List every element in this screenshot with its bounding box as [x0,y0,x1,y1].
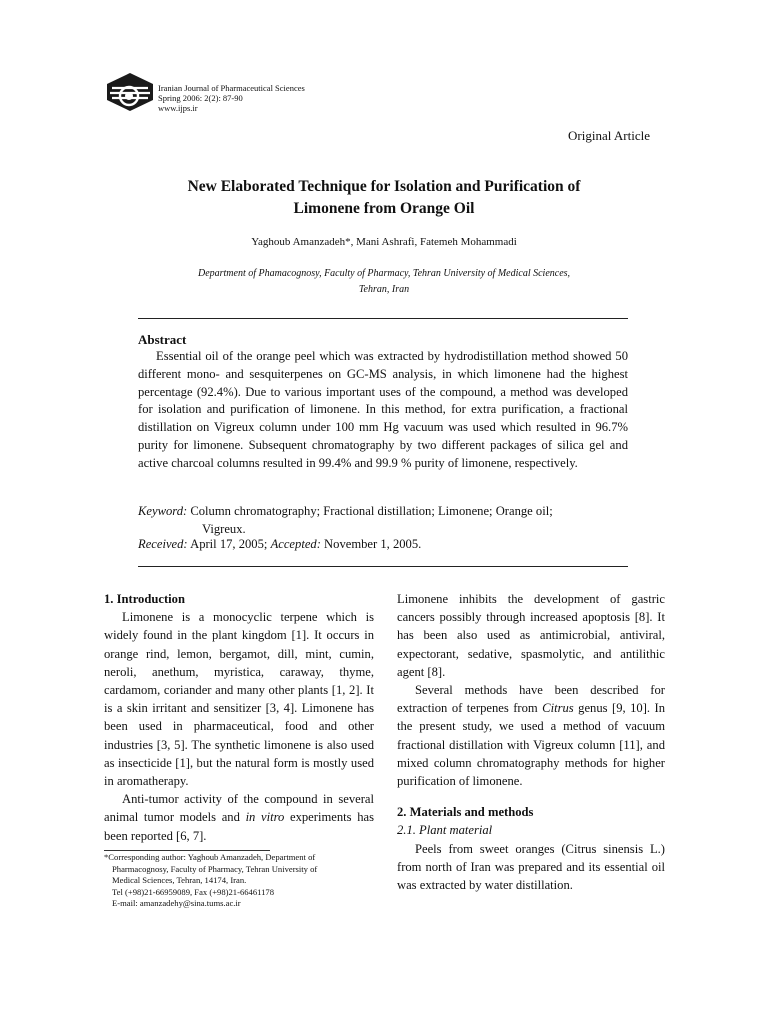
intro-paragraph-2: Anti-tumor activity of the compound in several animal tumor models and in vitro experiments has been reported [6, 7]. [104,792,374,843]
dates: Received: April 17, 2005; Accepted: November 1, 2005. [138,537,422,551]
journal-name: Iranian Journal of Pharmaceutical Sciences [158,83,305,93]
journal-url: www.ijps.ir [158,103,198,113]
abstract-text: Essential oil of the orange peel which was extracted by hydrodistillation method showed 50 different mono- and sesquiterpenes on GC-MS analysis, in which limonene had the highest percentage (92.4%). Due to various important uses of the compound, a method was developed for isolation and purification of limonene. In this method, for extra purification, a fractional distillation on Vigreux column under 100 mm Hg vacuum was used which resulted in 96.7% purity for limonene. Subsequent chromatography by two different packages of silica gel and active charcoal columns resulted in 99.4% and 99.9 % purity of limonene, respectively. [138,349,628,470]
keywords: Keyword: Column chromatography; Fractional distillation; Limonene; Orange oil; Vigreux. [138,504,553,536]
top-divider [138,318,628,319]
methods-paragraph-1: Peels from sweet oranges (Citrus sinensis L.) from north of Iran was prepared and its essential oil was extracted by water distillation. [397,841,665,893]
intro-paragraph-1: Limonene is a monocyclic terpene which is widely found in the plant kingdom [1]. It occurs in orange rind, lemon, bergamot, dill, mint, cumin, neroli, anethum, myristica, caraway, thyme, cardamom, coriander and many other plants [1, 2]. It is a skin irritant and sensitizer [3, 4]. Limonene has been used in pharmaceutical, food and other industries [3, 5]. The synthetic limonene is also used as insecticide [1], but the natural form is mostly used in aromatherapy. [104,610,374,789]
paper-title: New Elaborated Technique for Isolation and Purification of Limonene from Orange Oil [187,178,581,217]
left-column [104,590,374,845]
article-type: Original Article [568,128,650,143]
abstract-heading: Abstract [138,332,187,347]
affiliation: Department of Phamacognosy, Faculty of Pharmacy, Tehran University of Medical Sciences, Tehran, Iran [197,268,571,295]
intro-paragraph-4: Several methods have been described for extraction of terpenes from Citrus genus [9, 10]. In the present study, we used a method of vacuum fractional distillation with Vigreux column [11], and mixed column chromatography methods for higher purification of limonene. [397,683,666,789]
right-column [397,590,665,894]
intro-paragraph-3: Limonene inhibits the development of gastric cancers possibly through increased apoptosis [8]. It has been also used as antimicrobial, antiviral, expectorant, sedative, spasmolytic, and antilithic agent [8]. [397,592,665,679]
journal-issue: Spring 2006: 2(2): 87-90 [158,93,243,103]
methods-heading: 2. Materials and methods [397,805,534,820]
journal-logo-icon [104,72,156,112]
author-list: Yaghoub Amanzadeh*, Mani Ashrafi, Fatemeh Mohammadi [251,236,517,248]
footnote-divider [104,850,270,851]
intro-heading: 1. Introduction [104,592,185,606]
bottom-divider [138,566,628,567]
keywords-label: Keyword: [138,504,188,518]
methods-subheading: 2.1. Plant material [397,823,493,838]
footnote: *Corresponding author: Yaghoub Amanzadeh, Department of Pharmacognosy, Faculty of Pharmacy, Tehran University of Medical Sciences, Tehran, 14174, Iran. Tel (+98)21-66959089, Fax (+98)21-66461178 E-mail: amanzadehy@sina.tums.ac.ir [104,852,318,909]
